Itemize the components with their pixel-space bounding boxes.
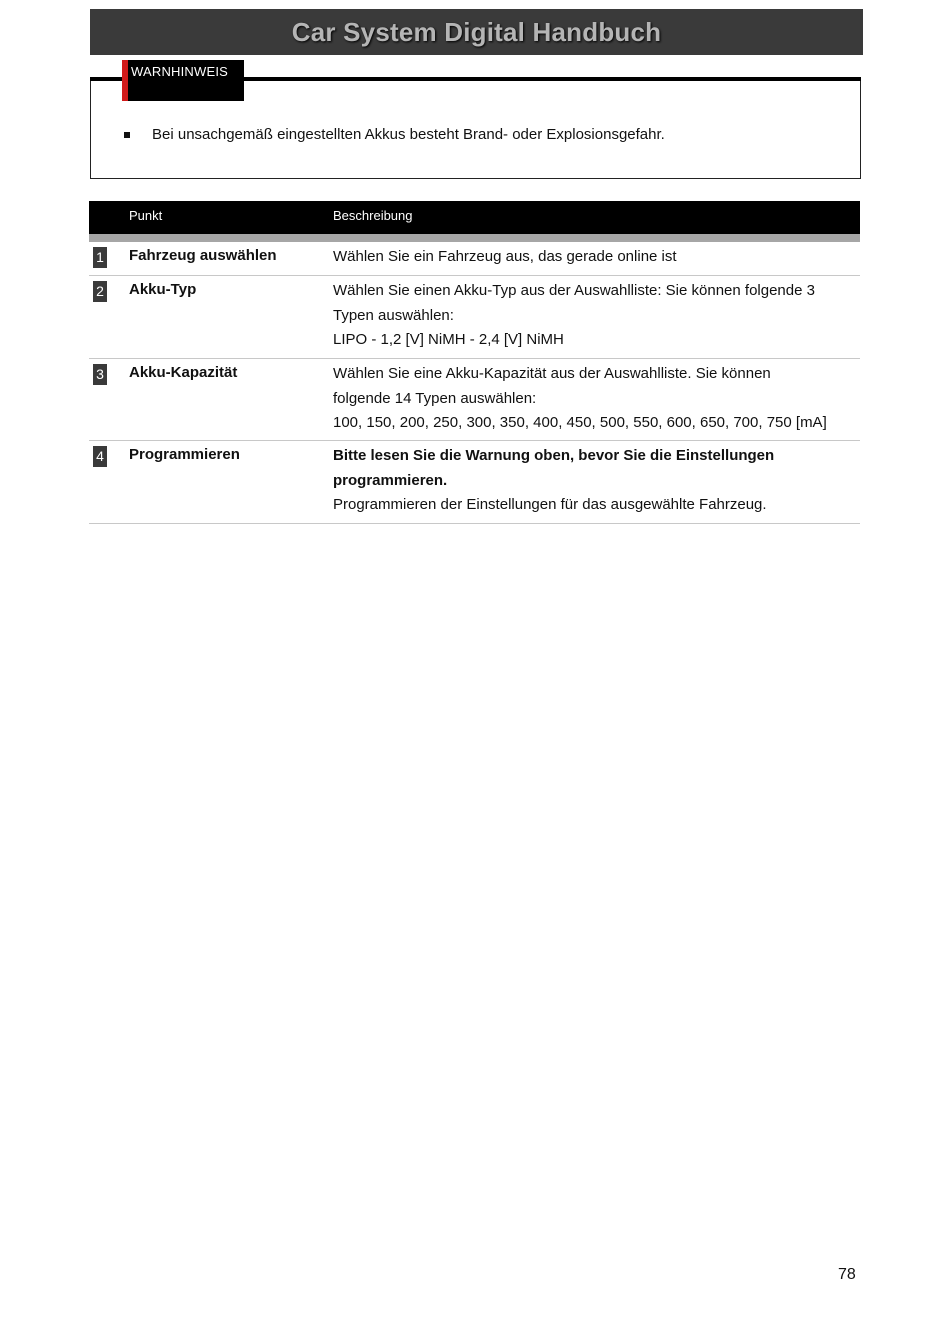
row-description bbox=[333, 362, 858, 436]
bullet-icon bbox=[124, 132, 130, 138]
row-number-badge: 2 bbox=[93, 281, 107, 302]
page-number: 78 bbox=[838, 1266, 856, 1283]
row-number-badge: 4 bbox=[93, 446, 107, 467]
row-number-badge: 1 bbox=[93, 247, 107, 268]
table-header-underline bbox=[89, 234, 860, 242]
row-divider bbox=[89, 523, 860, 524]
row-description-line: Wählen Sie ein Fahrzeug aus, das gerade online ist bbox=[333, 248, 677, 265]
row-punkt: Programmieren bbox=[129, 446, 240, 463]
row-number-badge: 3 bbox=[93, 364, 107, 385]
row-punkt: Akku-Typ bbox=[129, 281, 197, 298]
row-description bbox=[333, 444, 858, 518]
table-header bbox=[89, 201, 860, 234]
row-description-line: LIPO - 1,2 [V] NiMH - 2,4 [V] NiMH bbox=[333, 331, 564, 348]
column-header-punkt: Punkt bbox=[129, 208, 163, 223]
row-description-line: Wählen Sie einen Akku-Typ aus der Auswahlliste: Sie können folgende 3 bbox=[333, 282, 815, 299]
row-description-line: Wählen Sie eine Akku-Kapazität aus der Auswahlliste. Sie können bbox=[333, 365, 771, 382]
warning-tab-accent bbox=[122, 60, 128, 101]
document-title: Car System Digital Handbuch bbox=[291, 16, 662, 47]
row-punkt: Akku-Kapazität bbox=[129, 364, 238, 381]
warning-item-text: Bei unsachgemäß eingestellten Akkus besteht Brand- oder Explosionsgefahr. bbox=[152, 126, 665, 143]
row-divider bbox=[89, 275, 860, 276]
row-description-line: 100, 150, 200, 250, 300, 350, 400, 450, 500, 550, 600, 650, 700, 750 [mA] bbox=[333, 414, 827, 431]
row-divider bbox=[89, 440, 860, 441]
warning-item bbox=[124, 126, 665, 143]
document-header bbox=[90, 9, 863, 55]
row-description-warning-line: programmieren. bbox=[333, 471, 448, 489]
column-header-beschreibung: Beschreibung bbox=[333, 208, 413, 223]
row-description-warning-line: Bitte lesen Sie die Warnung oben, bevor Sie die Einstellungen bbox=[333, 447, 775, 464]
row-description-line: Typen auswählen: bbox=[333, 306, 454, 324]
warning-label: WARNHINWEIS bbox=[131, 64, 229, 79]
row-divider bbox=[89, 358, 860, 359]
row-punkt: Fahrzeug auswählen bbox=[129, 247, 277, 264]
row-description bbox=[333, 245, 858, 270]
row-description bbox=[333, 279, 858, 353]
row-description-line: Programmieren der Einstellungen für das ausgewählte Fahrzeug. bbox=[333, 496, 767, 513]
row-description-line: folgende 14 Typen auswählen: bbox=[333, 389, 537, 407]
